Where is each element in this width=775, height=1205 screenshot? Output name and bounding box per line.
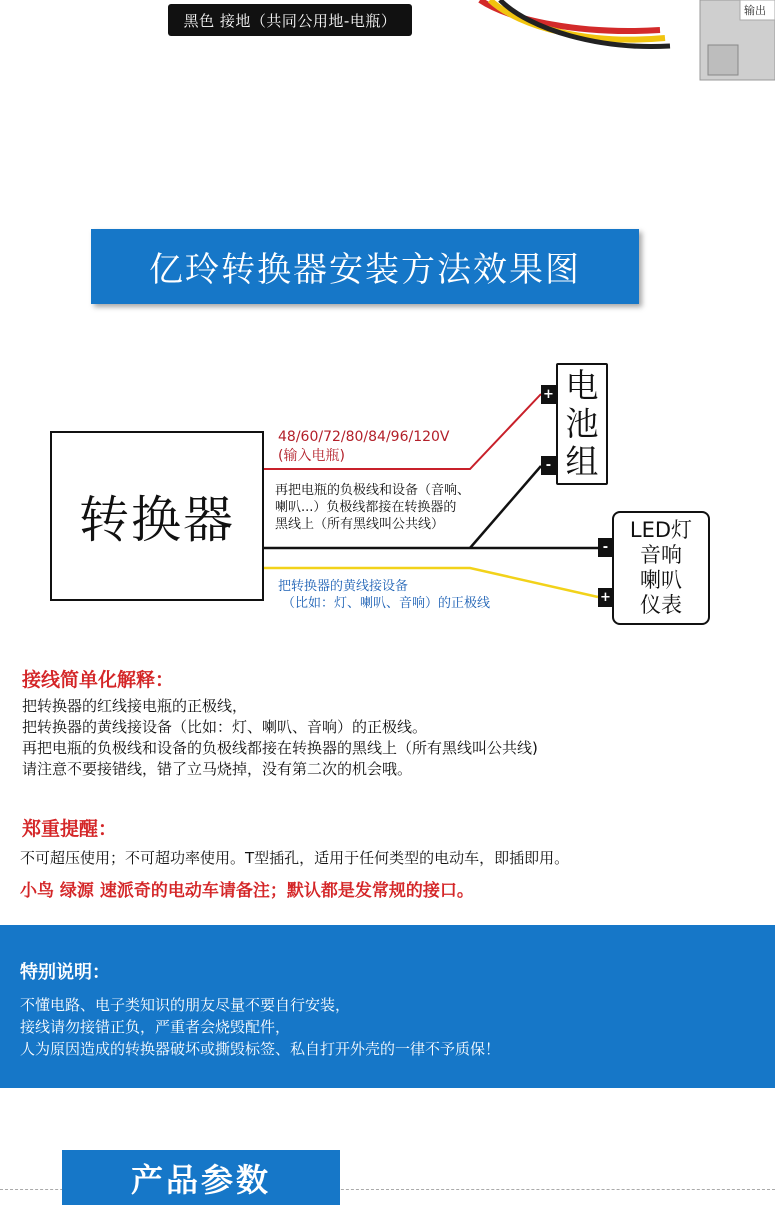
product-params-heading: 产品参数 bbox=[62, 1150, 340, 1205]
special-line: 不懂电路、电子类知识的朋友尽量不要自行安装， bbox=[20, 996, 351, 1014]
page-title: 亿玲转换器安装方法效果图 bbox=[91, 229, 639, 304]
device-box bbox=[612, 511, 710, 625]
simplify-body bbox=[22, 696, 538, 780]
simplify-line: 再把电瓶的负极线和设备的负极线都接在转换器的黑线上（所有黑线叫公共线) bbox=[22, 739, 538, 757]
battery-label-3: 组 bbox=[565, 442, 599, 481]
reminder-warning: 小鸟 绿源 速派奇的电动车请备注；默认都是发常规的接口。 bbox=[20, 881, 474, 901]
simplify-line: 把转换器的红线接电瓶的正极线， bbox=[22, 697, 248, 715]
device-label-led: LED灯 bbox=[629, 518, 693, 542]
device-plus-terminal: + bbox=[598, 588, 613, 607]
battery-label-2: 池 bbox=[565, 404, 599, 443]
device-label-meter: 仪表 bbox=[640, 593, 682, 617]
device-label-horn: 喇叭 bbox=[640, 568, 682, 592]
yellow-wire-note-1: 把转换器的黄线接设备 bbox=[278, 579, 409, 594]
battery-label-1: 电 bbox=[565, 366, 599, 405]
voltage-label: 48/60/72/80/84/96/120V bbox=[278, 429, 450, 445]
device-label-audio: 音响 bbox=[640, 543, 682, 567]
black-wire-note-2: 喇叭...）负极线都接在转换器的 bbox=[275, 500, 457, 515]
black-wire-note-3: 黑线上（所有黑线叫公共线） bbox=[275, 517, 445, 532]
input-battery-label: (输入电瓶) bbox=[278, 448, 345, 464]
black-wire-note-1: 再把电瓶的负极线和设备（音响、 bbox=[275, 483, 471, 498]
converter-label: 转换器 bbox=[79, 491, 235, 549]
battery-minus-terminal: - bbox=[541, 456, 556, 475]
converter-box bbox=[50, 431, 264, 601]
special-line: 人为原因造成的转换器破坏或撕毁标签、私自打开外壳的一律不予质保！ bbox=[20, 1040, 501, 1058]
simplify-heading: 接线简单化解释： bbox=[22, 669, 175, 691]
battery-plus-terminal: + bbox=[541, 385, 556, 404]
simplify-line: 把转换器的黄线接设备（比如：灯、喇叭、音响）的正极线。 bbox=[22, 718, 428, 736]
black-branch-wire bbox=[470, 466, 541, 548]
special-body bbox=[20, 994, 500, 1060]
special-heading: 特别说明： bbox=[20, 962, 110, 983]
yellow-wire-note-2: （比如：灯、喇叭、音响）的正极线 bbox=[282, 596, 491, 611]
device-minus-terminal: - bbox=[598, 538, 613, 557]
ground-wire-tag: 黑色 接地（共同公用地-电瓶） bbox=[168, 4, 412, 36]
special-line: 接线请勿接错正负，严重者会烧毁配件， bbox=[20, 1018, 291, 1036]
svg-text:输出: 输出 bbox=[744, 4, 766, 17]
reminder-line: 不可超压使用；不可超功率使用。T型插孔，适用于任何类型的电动车，即插即用。 bbox=[20, 849, 570, 867]
simplify-line: 请注意不要接错线，错了立马烧掉，没有第二次的机会哦。 bbox=[22, 760, 413, 778]
reminder-heading: 郑重提醒： bbox=[22, 818, 118, 840]
battery-box bbox=[556, 363, 608, 485]
